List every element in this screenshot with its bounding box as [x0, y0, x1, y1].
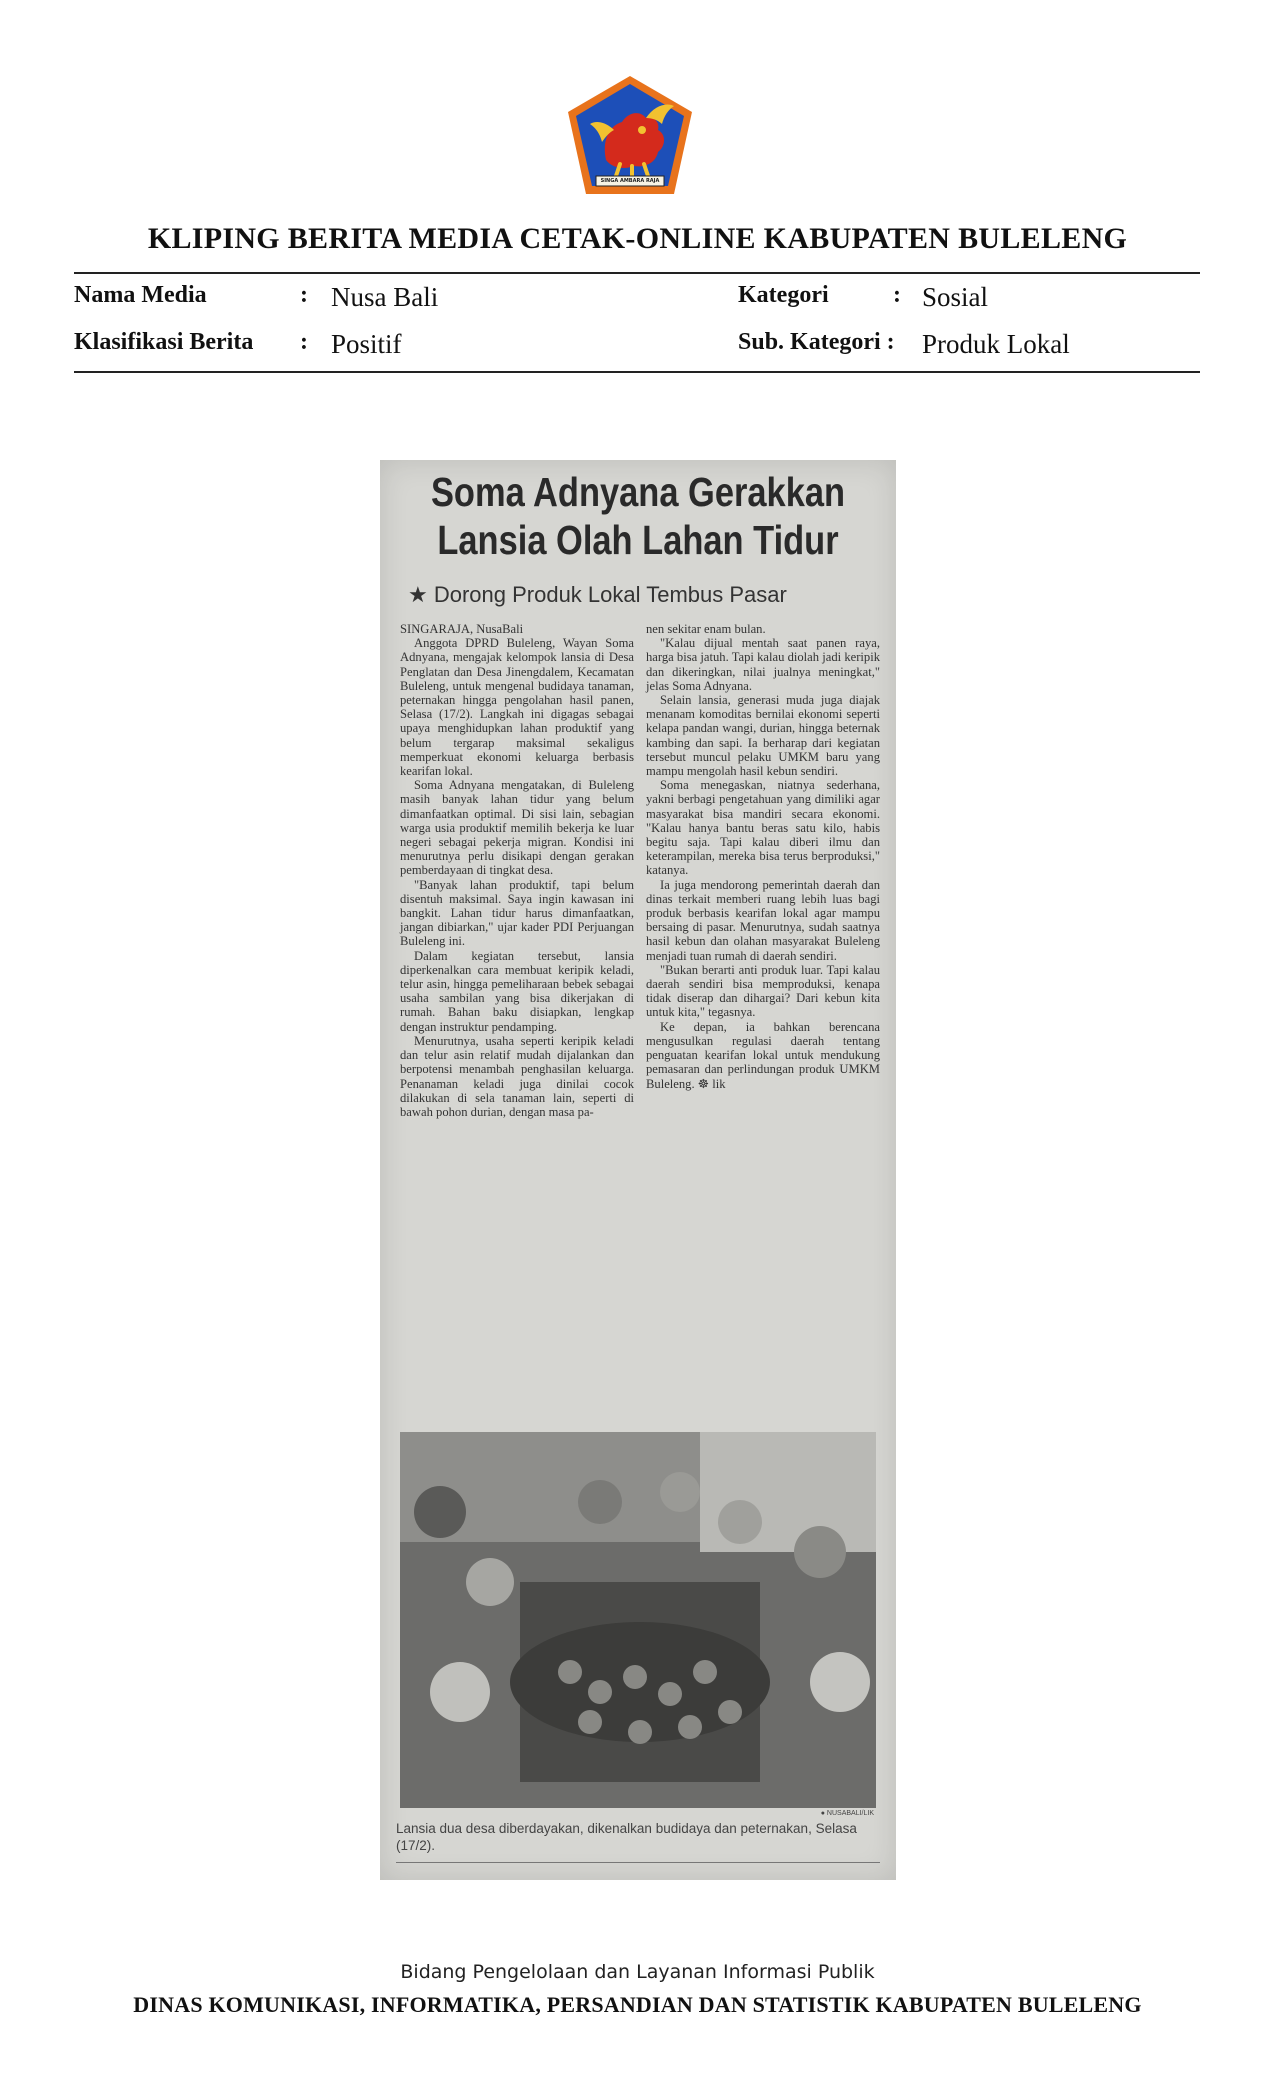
article-headline [421, 468, 854, 564]
nama-media-label: Nama Media [74, 282, 207, 308]
photo-caption: Lansia dua desa diberdayakan, dikenalkan budidaya dan peternakan, Selasa (17/2). [396, 1821, 857, 1853]
article-paragraph: Ke depan, ia bahkan berencana mengusulkan regulasi daerah tentang penguatan kearifan lokal untuk mendukung pemasaran dan perlindungan produk UMKM Buleleng. ☸ lik [646, 1019, 880, 1091]
footer-department: Bidang Pengelolaan dan Layanan Informasi Publik [400, 1961, 875, 1983]
article-paragraph: "Kalau dijual mentah saat panen raya, harga bisa jatuh. Tapi kalau diolah jadi keripik dan dikeringkan, nilai jualnya meningkat," jelas Soma Adnyana. [646, 636, 880, 693]
headline-line-1: Soma Adnyana Gerakkan [430, 469, 846, 515]
article-subheadline: ★ Dorong Produk Lokal Tembus Pasar [408, 582, 787, 607]
article-paragraph: Anggota DPRD Buleleng, Wayan Soma Adnyana, mengajak kelompok lansia di Desa Penglatan dan Desa Jinengdalem, Kecamatan Buleleng, untuk mengenal budidaya tanaman, peternakan hingga pengolahan hasil panen, Selasa (17/2). Langkah ini digagas sebagai upaya menghidupkan lahan produktif yang belum tergarap maksimal sekaligus memperkuat ekonomi keluarga berbasis kearifan lokal. [400, 636, 634, 779]
photo-credit: ● NUSABALI/LIK [820, 1810, 874, 1817]
article-paragraph: Ia juga mendorong pemerintah daerah dan dinas terkait memberi ruang lebih luas bagi produk berbasis kearifan lokal agar mampu bersaing di pasar. Menurutnya, sudah saatnya hasil kebun dan olahan masyarakat Buleleng menjadi tuan rumah di daerah sendiri. [646, 877, 880, 963]
article-paragraph: Dalam kegiatan tersebut, lansia diperkenalkan cara membuat keripik keladi, telur asin, hingga pemeliharaan bebek sebagai usaha sambilan yang bisa dikerjakan di rumah. Bahan baku disiapkan, lengkap dengan instruktur pendamping. [400, 948, 634, 1034]
regency-crest-logo [562, 72, 698, 200]
klasifikasi-value: Positif [331, 329, 402, 359]
article-paragraph: "Banyak lahan produktif, tapi belum disentuh maksimal. Saya ingin kawasan ini bangkit. Lahan tidur harus dimanfaatkan, jangan dibiarkan," ujar kader PDI Perjuangan Buleleng ini. [400, 877, 634, 949]
nama-media-colon: : [300, 282, 308, 308]
article-dateline: SINGARAJA, NusaBali [400, 622, 524, 636]
sub-kategori-label: Sub. Kategori : [738, 329, 895, 355]
page-title: KLIPING BERITA MEDIA CETAK-ONLINE KABUPATEN BULELENG [147, 222, 1128, 255]
headline-line-2: Lansia Olah Lahan Tidur [437, 517, 839, 563]
article-paragraph: Soma Adnyana mengatakan, di Buleleng masih banyak lahan tidur yang belum dimanfaatkan optimal. Di sisi lain, sebagian warga usia produktif memilih bekerja ke luar negeri sebagai pekerja migran. Kondisi ini menurutnya perlu disikapi dengan gerakan pemberdayaan di tingkat desa. [400, 778, 634, 878]
header-divider-bottom [74, 371, 1200, 373]
kategori-value: Sosial [922, 282, 989, 312]
header-divider-top [74, 272, 1200, 274]
kategori-colon: : [893, 282, 901, 308]
klasifikasi-colon: : [300, 329, 308, 355]
article-paragraph: Selain lansia, generasi muda juga diajak menanam komoditas bernilai ekonomi seperti kelapa pandan wangi, durian, hingga beternak kambing dan sapi. Ia berharap dari kegiatan tersebut muncul pelaku UMKM baru yang mampu mengolah hasil kebun sendiri. [646, 693, 880, 779]
article-column-left [400, 622, 634, 1119]
kategori-label: Kategori [738, 282, 829, 308]
article-photo [400, 1432, 876, 1808]
sub-kategori-value: Produk Lokal [922, 329, 1070, 359]
newspaper-clipping [380, 460, 896, 1880]
footer-agency: DINAS KOMUNIKASI, INFORMATIKA, PERSANDIAN DAN STATISTIK KABUPATEN BULELENG [133, 1992, 1142, 2017]
caption-divider [396, 1862, 880, 1863]
nama-media-value: Nusa Bali [331, 282, 439, 312]
klasifikasi-label: Klasifikasi Berita [74, 329, 254, 355]
article-paragraph: Menurutnya, usaha seperti keripik keladi dan telur asin relatif mudah dijalankan dan berpotensi menambah penghasilan keluarga. Penanaman keladi juga dinilai cocok dilakukan di sela tanaman lain, seperti di bawah pohon durian, dengan masa pa- [400, 1033, 634, 1119]
article-paragraph: nen sekitar enam bulan. [646, 622, 766, 636]
article-paragraph: "Bukan berarti anti produk luar. Tapi kalau daerah sendiri bisa memproduksi, kenapa tidak diserap dan dihargai? Dari kebun kita untuk kita," tegasnya. [646, 962, 880, 1020]
article-column-right [646, 622, 880, 1091]
article-paragraph: Soma menegaskan, niatnya sederhana, yakni berbagi pengetahuan yang dimiliki agar masyarakat bisa mandiri secara ekonomi. "Kalau hanya bantu beras satu kilo, habis begitu saja. Tapi kalau diberi ilmu dan keterampilan, mereka bisa terus berproduksi," katanya. [646, 778, 880, 878]
crest-motto: SINGA AMBARA RAJA [600, 178, 660, 184]
